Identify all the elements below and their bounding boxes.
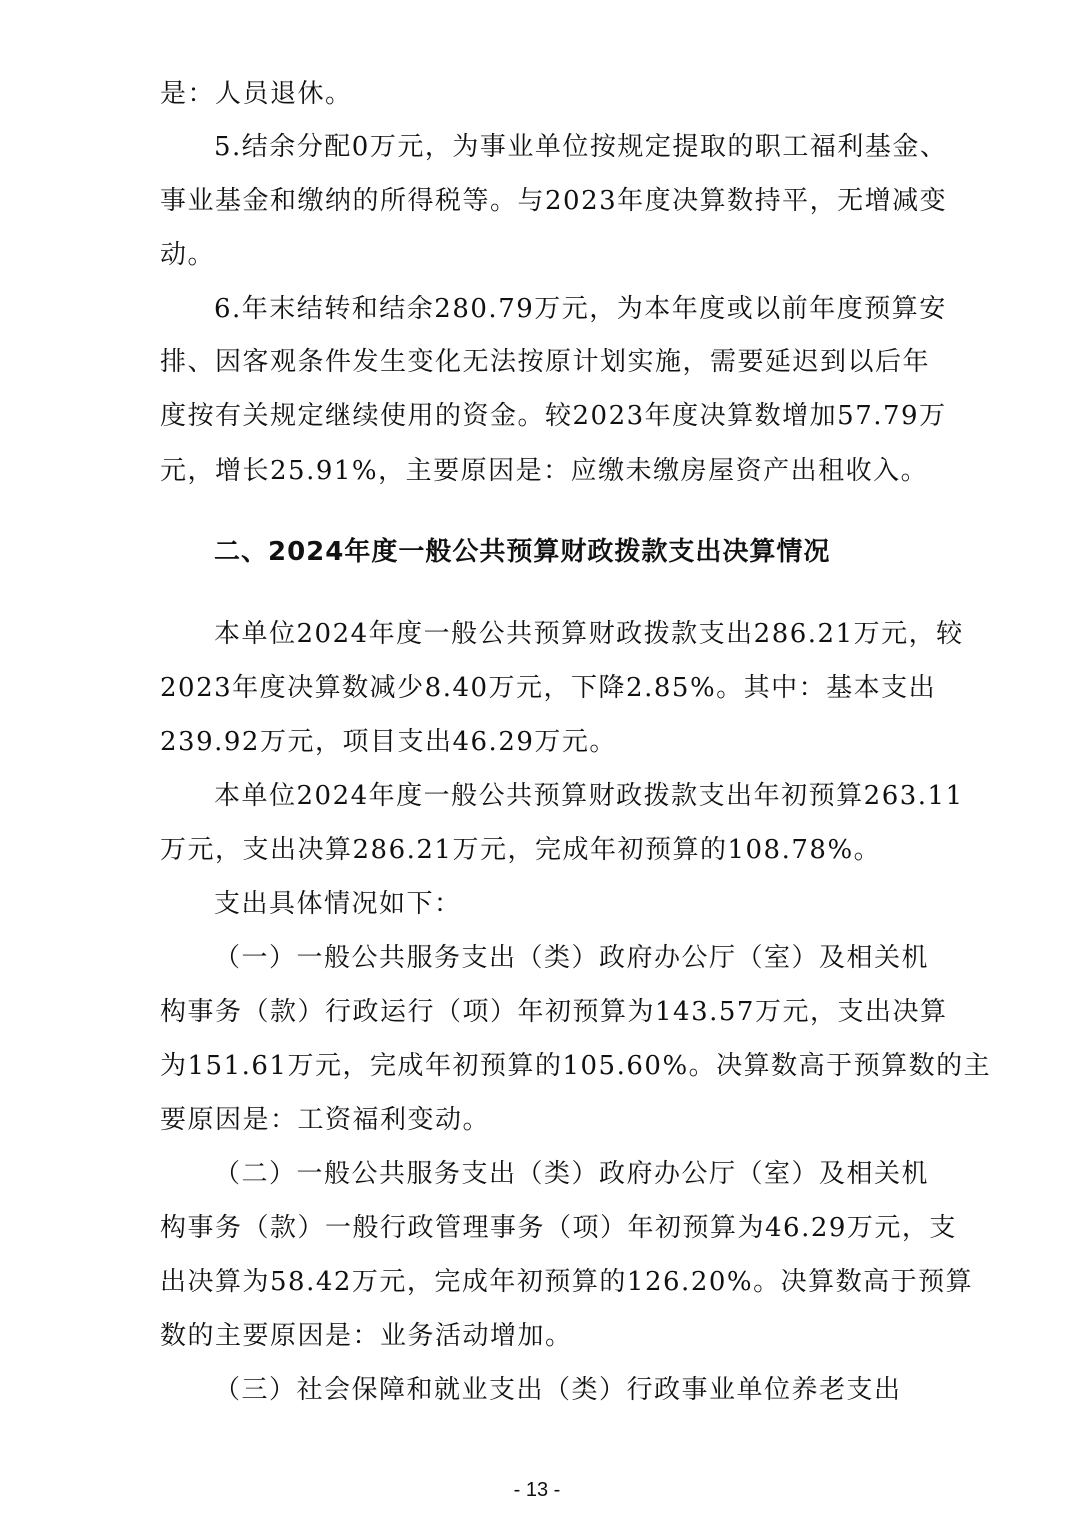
body-text-line: 为151.61万元，完成年初预算的105.60%。决算数高于预算数的主 [160,1051,992,1081]
body-text-line: （三）社会保障和就业支出（类）行政事业单位养老支出 [214,1375,902,1405]
body-text-line: 是：人员退休。 [160,79,353,109]
body-text-line: 排、因客观条件发生变化无法按原计划实施，需要延迟到以后年 [160,347,931,377]
body-text-line: 构事务（款）行政运行（项）年初预算为143.57万元，支出决算 [160,997,948,1027]
body-text-line: 动。 [160,240,216,270]
body-text-line: （二）一般公共服务支出（类）政府办公厅（室）及相关机 [214,1159,930,1189]
body-text-line: 239.92万元，项目支出46.29万元。 [160,727,617,757]
body-text-line: 支出具体情况如下： [214,889,462,919]
body-text-line: 构事务（款）一般行政管理事务（项）年初预算为46.29万元，支 [160,1213,957,1243]
body-text-line: 元，增长25.91%，主要原因是：应缴未缴房屋资产出租收入。 [160,456,929,486]
body-text-line: 出决算为58.42万元，完成年初预算的126.20%。决算数高于预算 [160,1267,974,1297]
body-text-line: 本单位2024年度一般公共预算财政拨款支出年初预算263.11 [214,781,964,811]
body-text-line: （一）一般公共服务支出（类）政府办公厅（室）及相关机 [214,943,930,973]
body-text-line: 万元，支出决算286.21万元，完成年初预算的108.78%。 [160,835,882,865]
section-heading: 二、2024年度一般公共预算财政拨款支出决算情况 [214,537,831,567]
body-text-line: 本单位2024年度一般公共预算财政拨款支出286.21万元，较 [214,619,964,649]
body-text-line: 6.年末结转和结余280.79万元，为本年度或以前年度预算安 [214,294,947,324]
page-number: - 13 - [513,1479,561,1501]
body-text-line: 2023年度决算数减少8.40万元，下降2.85%。其中：基本支出 [160,673,937,703]
body-text-line: 度按有关规定继续使用的资金。较2023年度决算数增加57.79万 [160,401,947,431]
body-text-line: 5.结余分配0万元，为事业单位按规定提取的职工福利基金、 [214,132,948,162]
body-text-line: 数的主要原因是：业务活动增加。 [160,1321,573,1351]
body-text-line: 要原因是：工资福利变动。 [160,1105,491,1135]
body-text-line: 事业基金和缴纳的所得税等。与2023年度决算数持平，无增减变 [160,186,948,216]
